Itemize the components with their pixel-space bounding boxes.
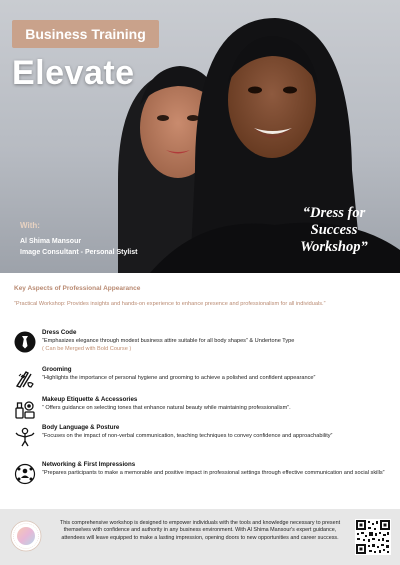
list-item-body-language [10, 424, 390, 454]
tie-icon [14, 331, 36, 353]
item-title: Dress Code [42, 329, 77, 336]
item-desc-text: “Emphasizes elegance through modest business attire suitable for all body shapes” & Undertone Type [42, 338, 295, 344]
item-title: Networking & First Impressions [42, 461, 136, 468]
body-language-icon [14, 426, 36, 448]
workshop-title-line: “Dress for [302, 205, 366, 221]
with-label: With: [20, 221, 40, 230]
item-desc: “Focuses on the impact of non-verbal communication, teaching techniques to convey confidence and approachability” [42, 433, 333, 439]
hero-banner [0, 0, 400, 273]
item-title: Grooming [42, 366, 72, 373]
grooming-icon [14, 368, 36, 390]
business-training-badge: Business Training [12, 20, 159, 48]
section-title: Key Aspects of Professional Appearance [14, 285, 141, 292]
makeup-icon [14, 398, 36, 420]
item-desc: “Highlights the importance of personal hygiene and grooming to achieve a polished and confident appearance” [42, 375, 316, 381]
workshop-title-line: Success [310, 222, 358, 238]
item-title: Makeup Etiquette & Accessories [42, 396, 138, 403]
networking-icon [14, 463, 36, 485]
presenter-name: Al Shima Mansour [20, 238, 82, 245]
item-desc [42, 338, 387, 353]
list-item-grooming [10, 366, 390, 396]
qr-code-icon[interactable] [355, 519, 391, 555]
item-title: Body Language & Posture [42, 424, 120, 431]
footer-description: This comprehensive workshop is designed to empower individuals with the tools and knowledge necessary to present themselves with confidence and authority in any business environment. With Al Shima Mansour's expert guidance, attendees will leave equipped to make a lasting impression, opening doors to new opportunities and career success. [59, 520, 341, 541]
brand-logo-icon [10, 520, 42, 552]
list-item-makeup [10, 396, 390, 426]
item-desc: “Prepares participants to make a memorable and positive impact in professional settings through effective communication and social skills” [42, 470, 385, 476]
list-item-dress-code [10, 329, 390, 359]
headline-elevate: Elevate [12, 54, 135, 92]
presenter-info [20, 236, 137, 258]
item-note: ( Can be Merged with Bold Course ) [42, 345, 132, 352]
footer [0, 509, 400, 565]
list-item-networking [10, 461, 390, 491]
presenter-role: Image Consultant - Personal Stylist [20, 249, 138, 256]
item-desc: “ Offers guidance on selecting tones that enhance natural beauty while maintaining professionalism”. [42, 405, 291, 411]
workshop-title-line: Workshop” [300, 239, 368, 255]
workshop-title [268, 205, 400, 256]
intro-text: “Practical Workshop: Provides insights and hands-on experience to enhance presence and professionalism for all individuals.” [14, 301, 326, 307]
